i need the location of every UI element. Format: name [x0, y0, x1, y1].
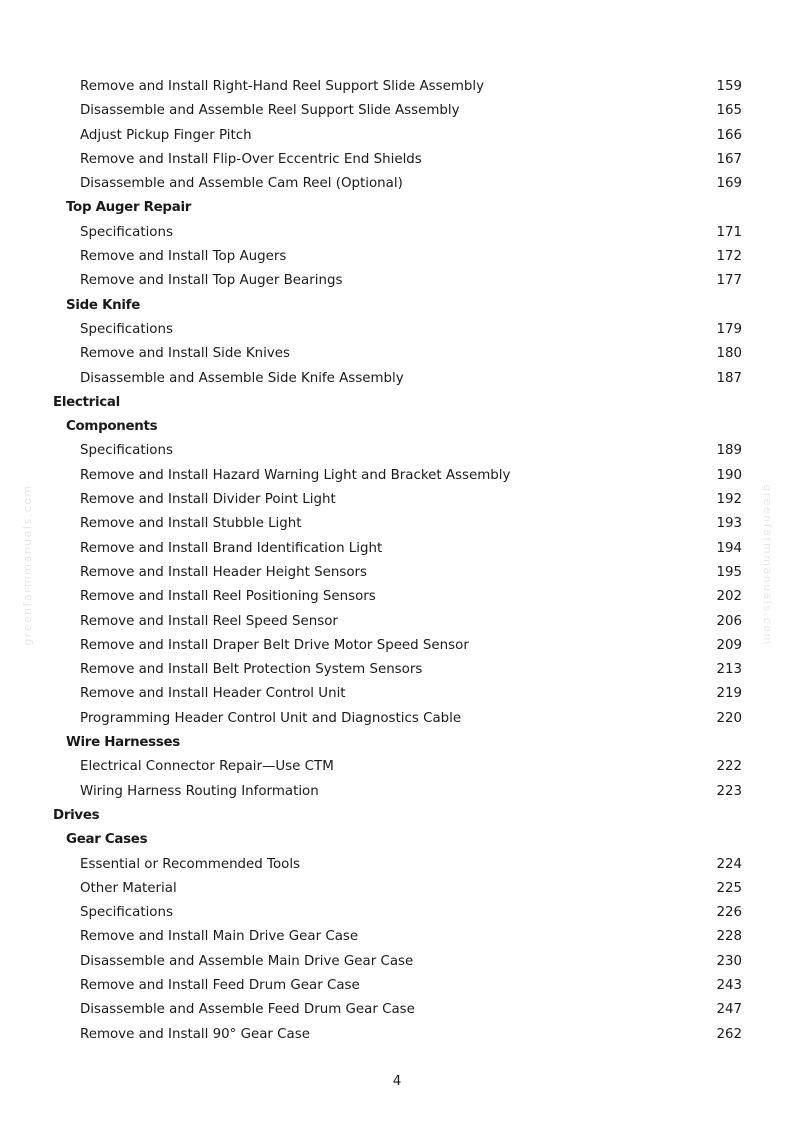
toc-entry-page-number: 172	[716, 249, 742, 265]
watermark-right: greenfarmmanuals.com	[761, 484, 774, 646]
toc-subsection-heading	[0, 294, 794, 318]
toc-entry[interactable]	[0, 901, 794, 925]
toc-entry-page-number: 209	[716, 637, 742, 653]
toc-entry-title: Top Auger Repair	[66, 200, 192, 216]
toc-entry-title: Remove and Install Belt Protection System Sensors	[80, 662, 423, 678]
toc-entry-title: Essential or Recommended Tools	[80, 856, 301, 872]
toc-entry-title: Specifications	[80, 905, 173, 921]
toc-entry-page-number: 243	[716, 977, 742, 993]
toc-entry-page-number: 223	[716, 783, 742, 799]
toc-entry-title: Remove and Install Reel Positioning Sensors	[80, 589, 376, 605]
toc-subsection-heading	[0, 828, 794, 852]
toc-entry-title: Remove and Install Top Auger Bearings	[80, 273, 343, 289]
toc-entry-title: Remove and Install Stubble Light	[80, 516, 302, 532]
toc-entry[interactable]	[0, 124, 794, 148]
toc-entry[interactable]	[0, 780, 794, 804]
toc-entry-page-number: 169	[716, 176, 742, 192]
toc-entry-page-number: 220	[716, 710, 742, 726]
toc-entry-title: Disassemble and Assemble Main Drive Gear Case	[80, 953, 414, 969]
toc-section-heading	[0, 391, 794, 415]
toc-entry-title: Side Knife	[66, 297, 140, 313]
toc-entry[interactable]	[0, 1023, 794, 1047]
toc-entry[interactable]	[0, 610, 794, 634]
toc-entry-title: Remove and Install Right-Hand Reel Support Slide Assembly	[80, 79, 485, 94]
toc-entry-page-number: 222	[716, 759, 742, 775]
toc-entry-page-number: 213	[716, 662, 742, 678]
toc-entry[interactable]	[0, 877, 794, 901]
toc-entry[interactable]	[0, 853, 794, 877]
toc-entry[interactable]	[0, 512, 794, 536]
toc-subsection-heading	[0, 196, 794, 220]
toc-entry-page-number: 194	[716, 540, 742, 556]
toc-entry[interactable]	[0, 488, 794, 512]
toc-entry[interactable]	[0, 707, 794, 731]
toc-entry[interactable]	[0, 342, 794, 366]
toc-entry-page-number: 202	[716, 589, 742, 605]
toc-entry-title: Wiring Harness Routing Information	[80, 783, 319, 799]
toc-entry-page-number: 206	[716, 613, 742, 629]
toc-entry[interactable]	[0, 634, 794, 658]
toc-entry-page-number: 159	[716, 79, 742, 94]
toc-entry-page-number: 167	[716, 151, 742, 167]
toc-entry-page-number: 180	[716, 346, 742, 362]
toc-entry-page-number: 225	[716, 880, 742, 896]
toc-entry-title: Disassemble and Assemble Feed Drum Gear Case	[80, 1002, 415, 1018]
toc-entry-page-number: 228	[716, 929, 742, 945]
toc-entry[interactable]	[0, 925, 794, 949]
toc-entry-title: Adjust Pickup Finger Pitch	[80, 127, 252, 143]
toc-entry-page-number: 166	[716, 127, 742, 143]
toc-entry-page-number: 230	[716, 953, 742, 969]
toc-entry-title: Remove and Install Feed Drum Gear Case	[80, 977, 360, 993]
toc-entry-title: Specifications	[80, 443, 173, 459]
toc-subsection-heading	[0, 415, 794, 439]
toc-entry-title: Remove and Install Main Drive Gear Case	[80, 929, 359, 945]
toc-entry-title: Specifications	[80, 224, 173, 240]
toc-entry[interactable]	[0, 367, 794, 391]
toc-entry[interactable]	[0, 439, 794, 463]
toc-entry-page-number: 165	[716, 103, 742, 119]
toc-entry[interactable]	[0, 950, 794, 974]
toc-entry-page-number: 171	[716, 224, 742, 240]
toc-entry-title: Other Material	[80, 880, 177, 896]
toc-entry-title: Remove and Install Top Augers	[80, 249, 287, 265]
toc-entry[interactable]	[0, 755, 794, 779]
toc-subsection-heading	[0, 731, 794, 755]
toc-entry-page-number: 190	[716, 467, 742, 483]
toc-entry-page-number: 224	[716, 856, 742, 872]
toc-entry[interactable]	[0, 148, 794, 172]
toc-entry-title: Remove and Install Flip-Over Eccentric End Shields	[80, 151, 422, 167]
toc-entry-title: Remove and Install Draper Belt Drive Motor Speed Sensor	[80, 637, 469, 653]
toc-entry[interactable]	[0, 99, 794, 123]
toc-entry-title: Remove and Install Brand Identification Light	[80, 540, 383, 556]
toc-entry-page-number: 177	[716, 273, 742, 289]
toc-entry-page-number: 219	[716, 686, 742, 702]
toc-entry-page-number: 187	[716, 370, 742, 386]
toc-entry-title: Disassemble and Assemble Cam Reel (Optional)	[80, 176, 403, 192]
toc-entry[interactable]	[0, 658, 794, 682]
toc-entry-title: Drives	[53, 807, 100, 823]
toc-entry[interactable]	[0, 269, 794, 293]
toc-entry[interactable]	[0, 172, 794, 196]
toc-entry-page-number: 226	[716, 905, 742, 921]
toc-entry-page-number: 262	[716, 1026, 742, 1042]
toc-entry[interactable]	[0, 537, 794, 561]
toc-entry[interactable]	[0, 585, 794, 609]
table-of-contents	[0, 75, 794, 1047]
toc-entry-title: Specifications	[80, 321, 173, 337]
toc-entry[interactable]	[0, 974, 794, 998]
toc-entry-page-number: 195	[716, 564, 742, 580]
toc-entry-title: Remove and Install 90° Gear Case	[80, 1026, 310, 1042]
toc-entry-title: Wire Harnesses	[66, 735, 180, 751]
toc-entry[interactable]	[0, 998, 794, 1022]
watermark-left: greenfarmmanuals.com	[21, 484, 34, 646]
toc-entry-title: Programming Header Control Unit and Diagnostics Cable	[80, 710, 462, 726]
page-number: 4	[392, 1074, 402, 1089]
toc-entry-title: Remove and Install Header Control Unit	[80, 686, 346, 702]
toc-entry[interactable]	[0, 318, 794, 342]
toc-entry-title: Disassemble and Assemble Reel Support Slide Assembly	[80, 103, 460, 119]
toc-entry-page-number: 192	[716, 492, 742, 508]
toc-entry-page-number: 189	[716, 443, 742, 459]
toc-entry-title: Electrical	[53, 394, 120, 410]
toc-entry[interactable]	[0, 75, 794, 99]
toc-entry-title: Remove and Install Divider Point Light	[80, 492, 336, 508]
toc-entry[interactable]	[0, 682, 794, 706]
toc-entry-title: Components	[66, 419, 158, 435]
toc-entry[interactable]	[0, 245, 794, 269]
toc-entry-page-number: 179	[716, 321, 742, 337]
toc-entry-title: Remove and Install Side Knives	[80, 346, 290, 362]
toc-entry-title: Remove and Install Header Height Sensors	[80, 564, 368, 580]
toc-section-heading	[0, 804, 794, 828]
toc-entry-title: Electrical Connector Repair—Use CTM	[80, 759, 334, 775]
toc-entry-title: Gear Cases	[66, 832, 148, 848]
toc-entry[interactable]	[0, 561, 794, 585]
toc-entry-title: Remove and Install Hazard Warning Light and Bracket Assembly	[80, 467, 511, 483]
toc-entry-title: Disassemble and Assemble Side Knife Assembly	[80, 370, 404, 386]
toc-entry-page-number: 247	[716, 1002, 742, 1018]
toc-entry-title: Remove and Install Reel Speed Sensor	[80, 613, 338, 629]
toc-entry-page-number: 193	[716, 516, 742, 532]
toc-entry[interactable]	[0, 464, 794, 488]
toc-entry[interactable]	[0, 221, 794, 245]
